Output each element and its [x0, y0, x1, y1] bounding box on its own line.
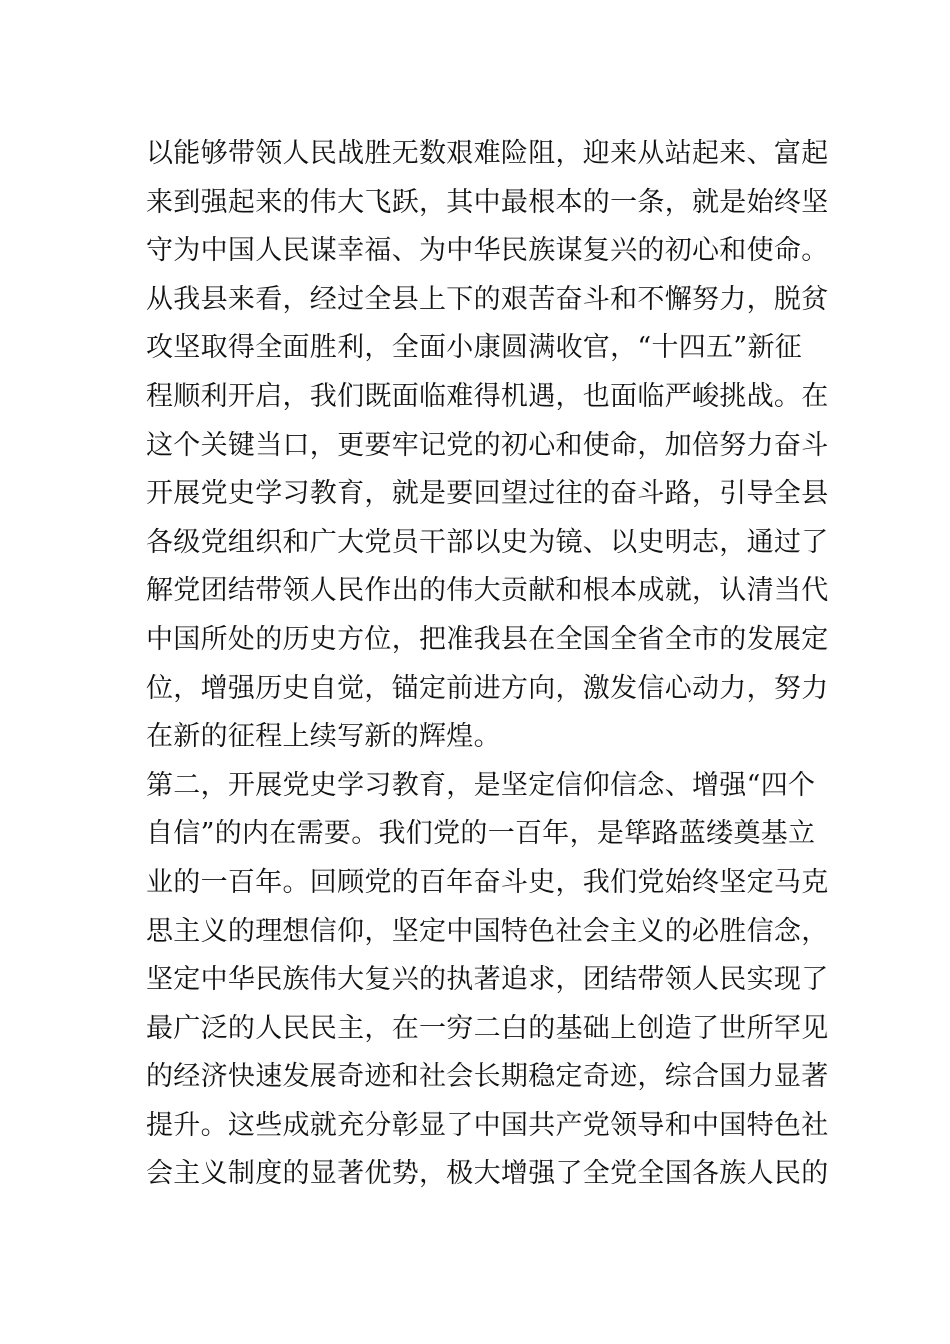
text-line: 在新的征程上续写新的辉煌。	[146, 721, 501, 753]
text-line: 以能够带领人民战胜无数艰难险阻，迎来从站起来、富起	[146, 138, 829, 169]
text-line: 这个关键当口，更要牢记党的初心和使命，加倍努力奋斗	[146, 429, 829, 461]
text-line: 中国所处的历史方位，把准我县在全国全省全市的发展定	[146, 623, 829, 655]
text-line: 第二，开展党史学习教育，是坚定信仰信念、增强“四个	[146, 769, 816, 801]
body-text	[146, 130, 829, 1199]
text-line: 解党团结带领人民作出的伟大贡献和根本成就，认清当代	[146, 575, 829, 607]
text-line: 的经济快速发展奇迹和社会长期稳定奇迹，综合国力显著	[146, 1061, 829, 1093]
text-line: 开展党史学习教育，就是要回望过往的奋斗路，引导全县	[146, 478, 829, 510]
text-line: 会主义制度的显著优势，极大增强了全党全国各族人民的	[146, 1158, 829, 1190]
text-line: 提升。这些成就充分彰显了中国共产党领导和中国特色社	[146, 1109, 829, 1141]
text-line: 坚定中华民族伟大复兴的执著追求，团结带领人民实现了	[146, 964, 829, 996]
text-line: 守为中国人民谋幸福、为中华民族谋复兴的初心和使命。	[146, 235, 829, 267]
text-line: 位，增强历史自觉，锚定前进方向，激发信心动力，努力	[146, 672, 829, 704]
text-line: 从我县来看，经过全县上下的艰苦奋斗和不懈努力，脱贫	[146, 283, 829, 315]
text-line: 业的一百年。回顾党的百年奋斗史，我们党始终坚定马克	[146, 866, 829, 898]
text-line: 最广泛的人民民主，在一穷二白的基础上创造了世所罕见	[146, 1012, 829, 1044]
text-line: 攻坚取得全面胜利，全面小康圆满收官，“十四五”新征	[146, 332, 803, 364]
text-line: 思主义的理想信仰，坚定中国特色社会主义的必胜信念，	[146, 915, 829, 947]
text-line: 来到强起来的伟大飞跃，其中最根本的一条，就是始终坚	[146, 186, 829, 218]
text-line: 自信”的内在需要。我们党的一百年，是筚路蓝缕奠基立	[146, 818, 816, 850]
text-line: 各级党组织和广大党员干部以史为镜、以史明志，通过了	[146, 526, 829, 558]
text-line: 程顺利开启，我们既面临难得机遇，也面临严峻挑战。在	[146, 380, 829, 412]
